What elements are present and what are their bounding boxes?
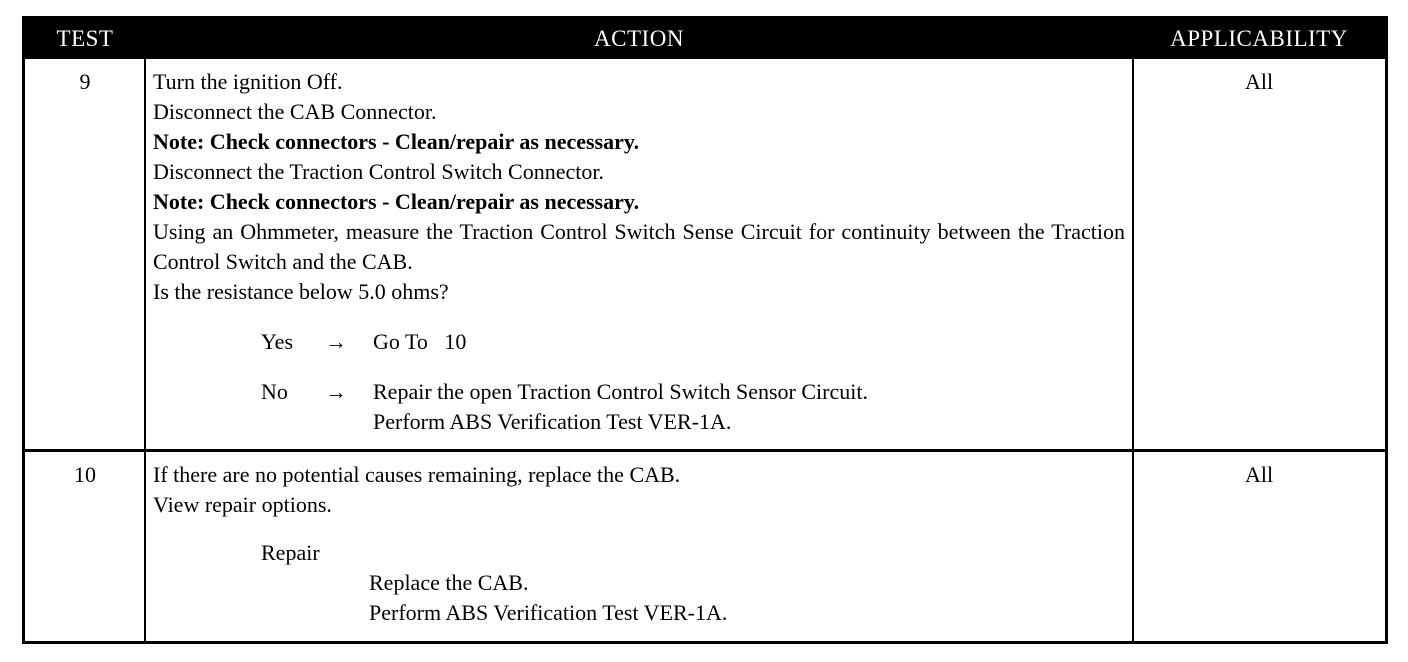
test-number: 10	[74, 462, 96, 487]
repair-label: Repair	[261, 540, 320, 565]
header-action: ACTION	[594, 26, 684, 51]
action-note: Note: Check connectors - Clean/repair as necessary.	[153, 129, 640, 154]
action-line: Disconnect the Traction Control Switch Connector.	[153, 159, 604, 184]
repair-step: Replace the CAB.	[369, 570, 529, 595]
diagnostic-test-table	[22, 16, 1388, 644]
action-question: Is the resistance below 5.0 ohms?	[153, 279, 449, 304]
yes-result: Go To 10	[373, 329, 467, 354]
applicability-value: All	[1244, 462, 1274, 487]
test-number: 9	[79, 69, 91, 94]
no-label: No	[261, 379, 288, 404]
no-result: Repair the open Traction Control Switch Sensor Circuit.	[373, 379, 868, 404]
yes-label: Yes	[261, 329, 294, 354]
yes-option	[153, 327, 1125, 357]
table-row	[25, 452, 1385, 641]
header-applicability: APPLICABILITY	[1170, 26, 1348, 51]
action-line: Disconnect the CAB Connector.	[153, 99, 437, 124]
no-result-step: Perform ABS Verification Test VER-1A.	[373, 409, 732, 434]
action-note: Note: Check connectors - Clean/repair as necessary.	[153, 189, 640, 214]
action-cell	[145, 452, 1133, 628]
header-test: TEST	[56, 26, 114, 51]
action-line: Using an Ohmmeter, measure the Traction Control Switch Sense Circuit for continuity between the Traction Control Switch and the CAB.	[153, 219, 1125, 274]
table-row	[25, 59, 1385, 449]
action-cell	[145, 59, 1133, 437]
table-header	[25, 19, 1385, 59]
action-line: Turn the ignition Off.	[153, 69, 343, 94]
action-line: View repair options.	[153, 492, 332, 517]
no-option	[153, 377, 1125, 407]
action-line: If there are no potential causes remaining, replace the CAB.	[153, 462, 681, 487]
arrow-right-icon: →	[325, 329, 347, 354]
repair-step: Perform ABS Verification Test VER-1A.	[369, 600, 728, 625]
no-option-continued	[153, 407, 1125, 437]
arrow-right-icon: →	[325, 379, 347, 404]
applicability-value: All	[1244, 69, 1274, 94]
